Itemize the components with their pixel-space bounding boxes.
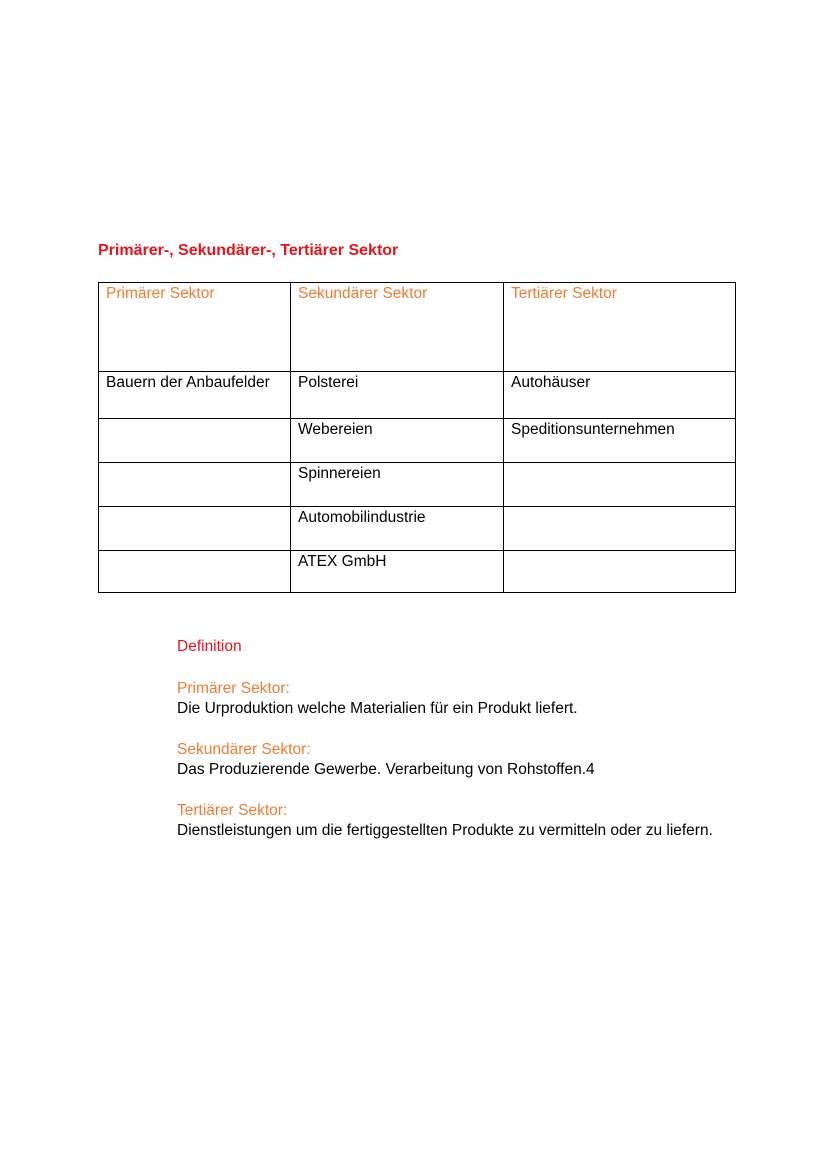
definition-label: Tertiärer Sektor: — [177, 802, 288, 819]
definition-text: Die Urproduktion welche Materialien für ein Produkt liefert. — [177, 700, 578, 717]
definition-label: Primärer Sektor: — [177, 680, 290, 697]
table-row — [99, 463, 736, 507]
definition-secondary — [177, 740, 717, 780]
table-row — [99, 372, 736, 419]
table-header-row — [99, 283, 736, 372]
table-cell: Speditionsunternehmen — [504, 419, 736, 463]
table-cell — [99, 419, 291, 463]
table-cell: Webereien — [291, 419, 504, 463]
table-cell: Polsterei — [291, 372, 504, 419]
definition-text: Dienstleistungen um die fertiggestellten Produkte zu vermitteln oder zu liefern. — [177, 822, 713, 839]
table-cell — [99, 463, 291, 507]
table-row — [99, 507, 736, 551]
definition-text: Das Produzierende Gewerbe. Verarbeitung von Rohstoffen.4 — [177, 761, 595, 778]
header-primary-sector: Primärer Sektor — [99, 283, 291, 372]
header-secondary-sector: Sekundärer Sektor — [291, 283, 504, 372]
table-cell — [99, 507, 291, 551]
table-cell — [99, 551, 291, 593]
page-title: Primärer-, Sekundärer-, Tertiärer Sektor — [98, 242, 399, 259]
table-cell: Autohäuser — [504, 372, 736, 419]
table-cell — [504, 507, 736, 551]
definitions-heading: Definition — [177, 638, 242, 655]
table-cell: Spinnereien — [291, 463, 504, 507]
definition-label: Sekundärer Sektor: — [177, 741, 311, 758]
table-row — [99, 551, 736, 593]
table-cell: Bauern der Anbaufelder — [99, 372, 291, 419]
table-row — [99, 419, 736, 463]
sector-table — [98, 282, 736, 593]
definitions-section — [177, 637, 717, 862]
table-cell: Automobilindustrie — [291, 507, 504, 551]
definition-tertiary — [177, 801, 717, 841]
table-cell: ATEX GmbH — [291, 551, 504, 593]
header-tertiary-sector: Tertiärer Sektor — [504, 283, 736, 372]
table-cell — [504, 463, 736, 507]
table-cell — [504, 551, 736, 593]
definition-primary — [177, 679, 717, 719]
